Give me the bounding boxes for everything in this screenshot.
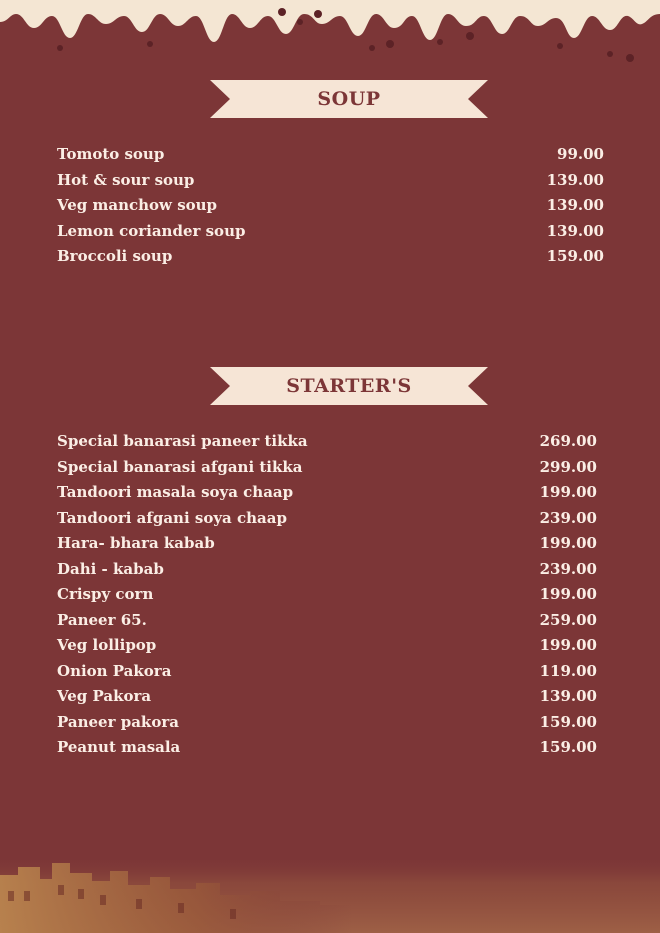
item-name: Dahi - kabab [57, 559, 164, 578]
item-name: Hara- bhara kabab [57, 534, 215, 552]
menu-item [57, 169, 604, 195]
menu-item [57, 143, 604, 169]
item-price: 199.00 [539, 636, 597, 654]
menu-item [57, 736, 597, 762]
item-name: Tomoto soup [57, 145, 165, 163]
menu-item [57, 507, 597, 533]
item-price: 299.00 [539, 457, 597, 476]
item-price: 259.00 [539, 610, 597, 629]
item-price: 139.00 [546, 196, 604, 214]
item-price: 119.00 [539, 661, 597, 680]
item-name: Special banarasi paneer tikka [57, 432, 308, 450]
item-name: Hot & sour soup [57, 170, 195, 189]
menu-item [57, 194, 604, 220]
item-price: 269.00 [539, 432, 597, 450]
item-price: 139.00 [546, 170, 604, 189]
item-name: Crispy corn [57, 585, 154, 603]
item-name: Special banarasi afgani tikka [57, 457, 303, 476]
menu-item [57, 220, 604, 246]
menu-item [57, 609, 597, 635]
item-price: 159.00 [546, 247, 604, 265]
menu-item [57, 685, 597, 711]
item-name: Veg Pakora [57, 687, 152, 705]
section-title: STARTER'S [286, 375, 412, 397]
item-price: 159.00 [539, 712, 597, 731]
menu-item [57, 634, 597, 660]
item-name: Paneer pakora [57, 712, 179, 731]
item-price: 159.00 [539, 738, 597, 756]
item-name: Tandoori masala soya chaap [57, 483, 294, 501]
item-price: 139.00 [546, 221, 604, 240]
top-drip-decoration [0, 0, 660, 70]
item-price: 239.00 [539, 559, 597, 578]
item-name: Broccoli soup [57, 247, 173, 265]
item-price: 199.00 [539, 483, 597, 501]
item-name: Veg manchow soup [57, 196, 218, 214]
item-name: Peanut masala [57, 738, 181, 756]
menu-item [57, 430, 597, 456]
starters-section-banner [210, 367, 488, 405]
menu-item [57, 660, 597, 686]
menu-item [57, 711, 597, 737]
menu-item [57, 245, 604, 271]
item-price: 99.00 [557, 145, 604, 163]
item-price: 239.00 [539, 508, 597, 527]
item-name: Paneer 65. [57, 610, 147, 629]
menu-item [57, 583, 597, 609]
starters-menu-list [57, 430, 597, 762]
menu-item [57, 558, 597, 584]
item-name: Tandoori afgani soya chaap [57, 508, 287, 527]
city-skyline-decoration [0, 845, 660, 933]
item-name: Lemon coriander soup [57, 221, 246, 240]
menu-item [57, 456, 597, 482]
menu-item [57, 481, 597, 507]
item-price: 139.00 [539, 687, 597, 705]
soup-section-banner [210, 80, 488, 118]
menu-item [57, 532, 597, 558]
item-name: Veg lollipop [57, 636, 157, 654]
item-name: Onion Pakora [57, 661, 172, 680]
item-price: 199.00 [539, 585, 597, 603]
item-price: 199.00 [539, 534, 597, 552]
section-title: SOUP [317, 88, 381, 110]
soup-menu-list [57, 143, 604, 271]
